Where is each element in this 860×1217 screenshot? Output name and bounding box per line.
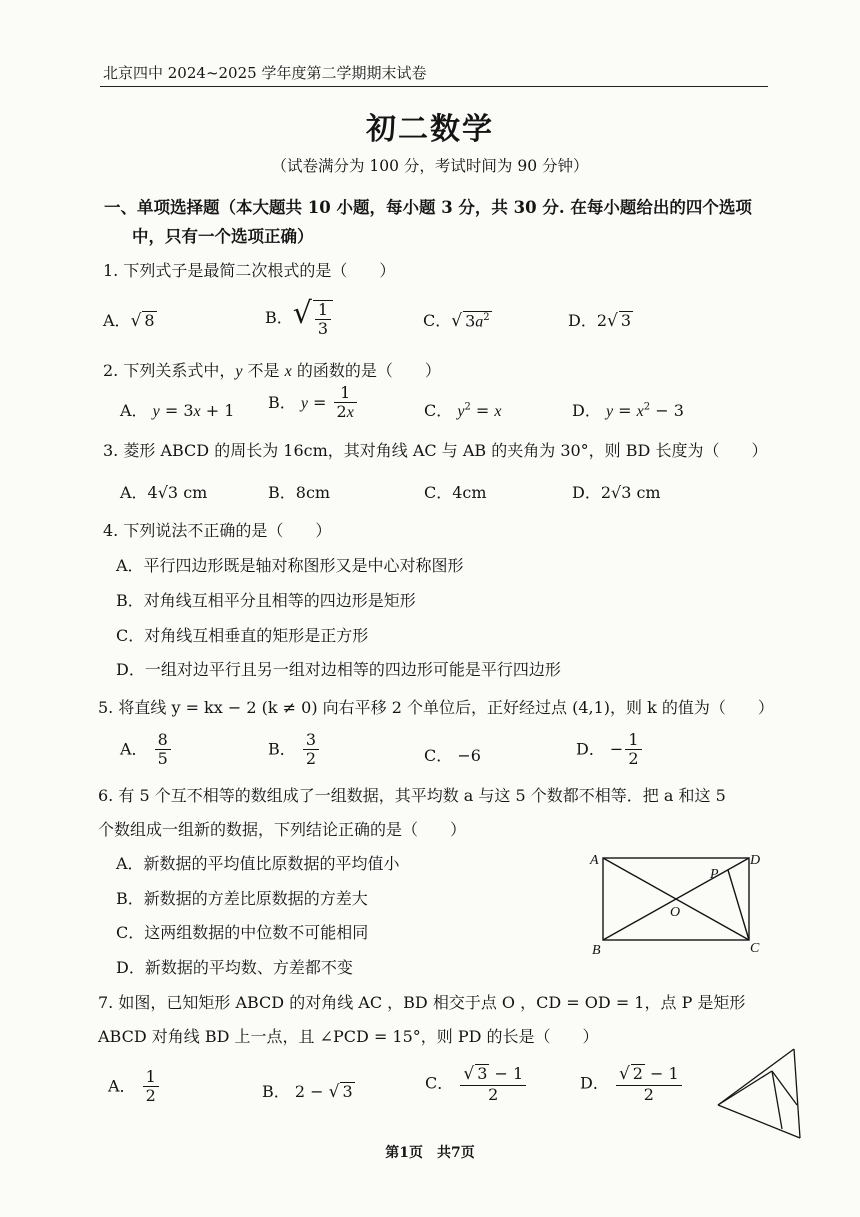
q3-option-a[interactable]: A．4√3 cm <box>120 483 208 502</box>
option-label: A． <box>108 1076 136 1096</box>
page-footer: 第1页 共7页 <box>385 1145 475 1161</box>
q3-option-d[interactable]: D．2√3 cm <box>572 483 661 502</box>
q1-option-b[interactable]: B．√ $\frac{1}{3}$ <box>265 296 335 337</box>
header-rule <box>100 86 768 87</box>
q3-option-b[interactable]: B．8cm <box>268 483 331 502</box>
q7-stem-line1: 7. 如图，已知矩形 ABCD 的对角线 AC ，BD 相交于点 O ，CD = OD = 1，点 P 是矩形 <box>98 993 746 1012</box>
option-label: D． <box>576 739 605 759</box>
q2-option-a[interactable]: A． y = 3x + 1 <box>120 401 235 420</box>
option-label: D． <box>580 1073 609 1093</box>
option-label: B． <box>262 1082 290 1101</box>
q7-option-b[interactable]: B． 2 − √ 3 <box>262 1082 353 1102</box>
q5-option-a[interactable]: A． $\frac{8}{5}$ <box>120 731 173 769</box>
q6-option-c[interactable]: C．这两组数据的中位数不可能相同 <box>116 923 369 942</box>
q3-stem: 3. 菱形 ABCD 的周长为 16cm，其对角线 AC 与 AB 的夹角为 30°，则 BD 长度为（ ） <box>103 441 768 460</box>
q3-option-c[interactable]: C．4cm <box>424 483 487 502</box>
q1-option-d[interactable]: D．2√ 3 <box>568 311 632 331</box>
option-label: C． <box>424 746 453 765</box>
q6-stem-line1: 6. 有 5 个互不相等的数组成了一组数据，其平均数 a 与这 5 个数都不相等．把 a 和这 5 <box>98 786 726 805</box>
q4-option-b[interactable]: B．对角线互相平分且相等的四边形是矩形 <box>116 591 416 610</box>
exam-instructions: （试卷满分为 100 分，考试时间为 90 分钟） <box>271 157 589 175</box>
q4-option-c[interactable]: C．对角线互相垂直的矩形是正方形 <box>116 626 369 645</box>
inner-ray-2 <box>772 1071 797 1105</box>
option-label: D． <box>568 311 597 330</box>
option-label: C． <box>425 1073 454 1093</box>
point-o-label: O <box>670 905 681 920</box>
q6-option-b[interactable]: B．新数据的方差比原数据的方差大 <box>116 889 368 908</box>
triangle-figure <box>712 1045 812 1145</box>
q1-stem: 1. 下列式子是最简二次根式的是（ ） <box>103 261 396 280</box>
option-label: C． <box>424 401 453 420</box>
rectangle-figure <box>586 848 776 960</box>
q2-option-d[interactable]: D． $y = x^2 - 3$ <box>572 401 684 420</box>
triangle-side-bottom <box>718 1105 800 1138</box>
q6-option-d[interactable]: D．新数据的平均数、方差都不变 <box>116 958 353 977</box>
q5-option-c[interactable]: C． −6 <box>424 746 481 765</box>
q5-stem: 5. 将直线 y = kx − 2 (k ≠ 0) 向右平移 2 个单位后，正好经过点 (4,1)，则 k 的值为（ ） <box>98 698 774 717</box>
q7-option-c[interactable]: C． $\frac{√ 3 - 1}{2}$ <box>425 1064 528 1104</box>
option-label: A． <box>120 739 148 759</box>
q2-option-c[interactable]: C． $y^2 = x$ <box>424 401 502 420</box>
q7-option-a[interactable]: A． $\frac{1}{2}$ <box>108 1068 161 1106</box>
exam-header: 北京四中 2024~2025 学年度第二学期期末试卷 <box>103 64 427 82</box>
triangle-side-right <box>794 1049 800 1138</box>
q1-option-a[interactable]: A．√ 8 <box>103 311 155 331</box>
inner-ray-1 <box>718 1071 772 1105</box>
option-label: B． <box>268 392 296 412</box>
inner-ray-3 <box>772 1071 782 1129</box>
q2-stem: 2. 下列关系式中，y 不是 x 的函数的是（ ） <box>103 361 441 380</box>
option-label: D． <box>572 401 601 420</box>
q4-stem: 4. 下列说法不正确的是（ ） <box>103 521 332 540</box>
point-d-label: D <box>750 853 761 868</box>
point-p-label: P <box>710 867 719 882</box>
q1-option-c[interactable]: C．√ $3a^2$ <box>423 311 490 331</box>
point-b-label: B <box>592 943 601 958</box>
option-label: B． <box>265 308 293 327</box>
q7-stem-line2: ABCD 对角线 BD 上一点，且 ∠PCD = 15°，则 PD 的长是（ ） <box>98 1027 599 1046</box>
option-label: B． <box>268 739 296 759</box>
section-heading-line1: 一、单项选择题（本大题共 10 小题，每小题 3 分，共 30 分. 在每小题给出的四个选项 <box>104 198 752 217</box>
q7-option-d[interactable]: D． $\frac{√ 2 - 1}{2}$ <box>580 1064 684 1104</box>
option-label: C． <box>423 311 452 330</box>
q5-option-d[interactable]: D． − $\frac{1}{2}$ <box>576 731 644 769</box>
q2-option-b[interactable]: B． y = $\frac{1}{2x}$ <box>268 384 359 423</box>
q4-option-a[interactable]: A．平行四边形既是轴对称图形又是中心对称图形 <box>116 556 464 575</box>
page-title: 初二数学 <box>366 112 494 147</box>
q6-stem-line2: 个数组成一组新的数据，下列结论正确的是（ ） <box>98 820 467 839</box>
point-a-label: A <box>590 853 599 868</box>
q5-option-b[interactable]: B． $\frac{3}{2}$ <box>268 731 321 769</box>
q6-option-a[interactable]: A．新数据的平均值比原数据的平均值小 <box>116 854 400 873</box>
section-heading-line2: 中，只有一个选项正确） <box>132 227 314 246</box>
option-label: A． <box>103 311 131 330</box>
option-label: A． <box>120 401 148 420</box>
triangle-side-top <box>718 1049 794 1105</box>
point-c-label: C <box>750 941 760 956</box>
q4-option-d[interactable]: D．一组对边平行且另一组对边相等的四边形可能是平行四边形 <box>116 660 561 679</box>
